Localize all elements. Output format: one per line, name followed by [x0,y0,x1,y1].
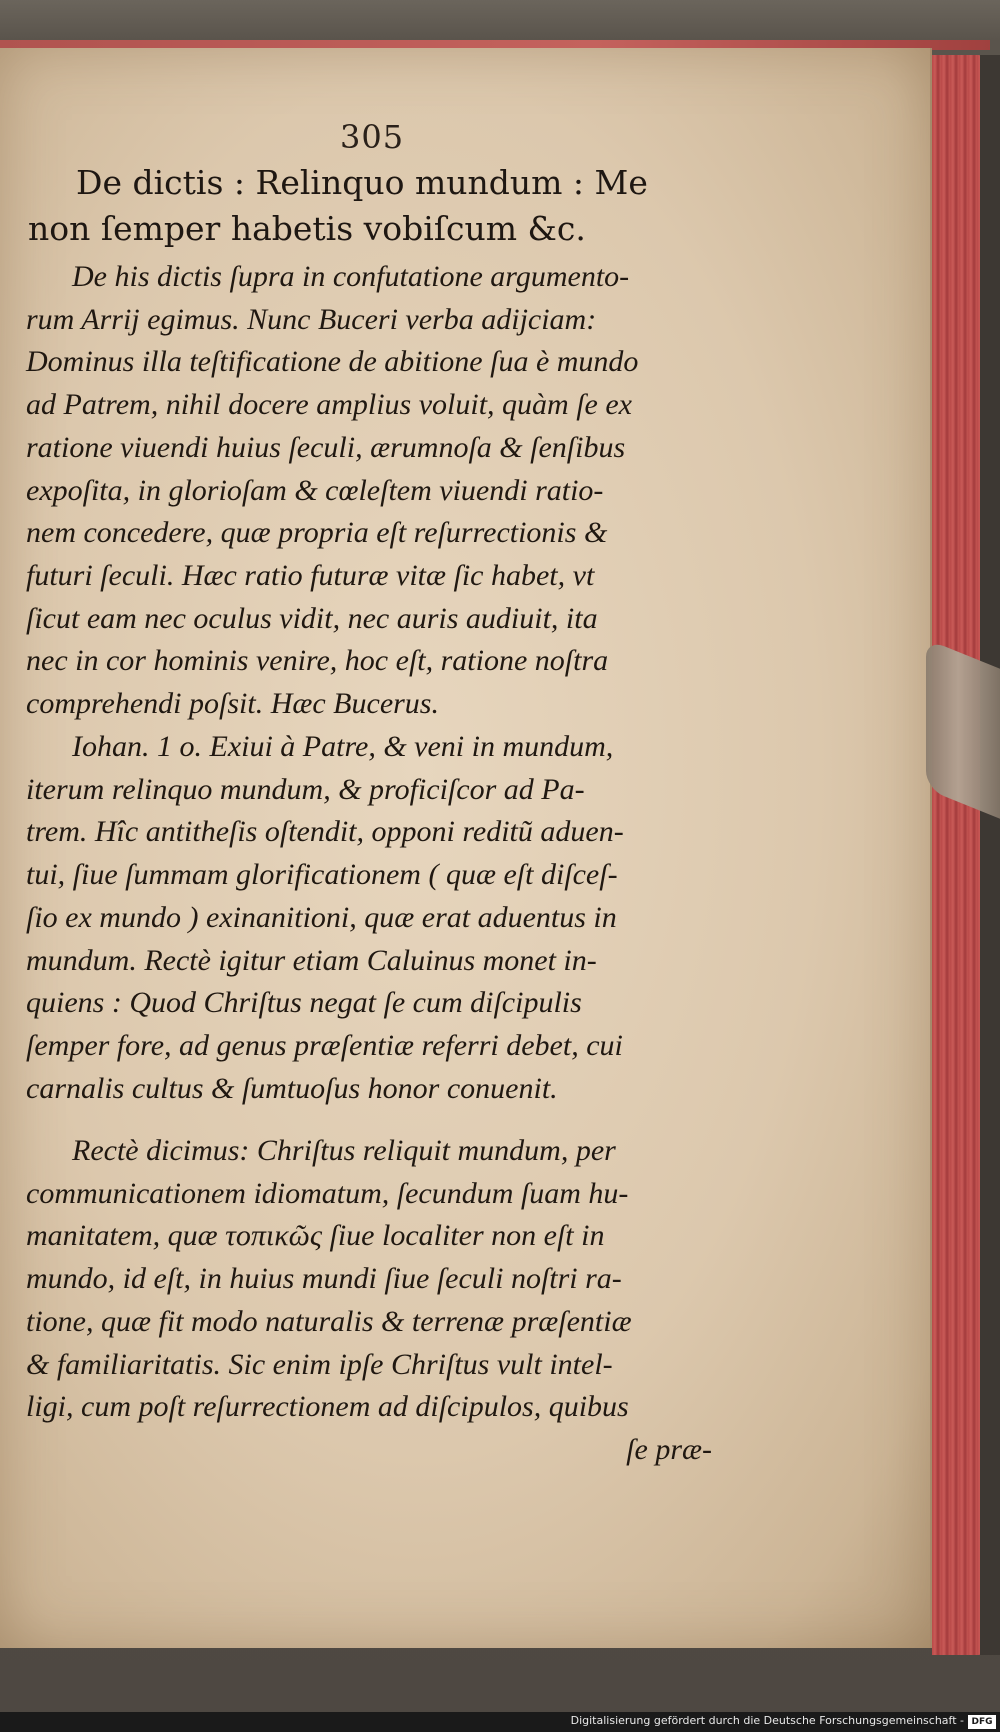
text-line: carnalis cultus & ſumtuoſus honor conuenit. [26,1071,558,1105]
heading-line: De dictis : Relinquo mundum : Me [76,163,648,202]
text-line: futuri ſeculi. Hæc ratio futuræ vitæ ſic habet, vt [26,558,595,592]
text-line: rum Arrij egimus. Nunc Buceri verba adijciam: [26,302,597,336]
red-page-edges [932,55,984,1655]
text-line: De his dictis ſupra in confutatione argumento- [72,260,630,293]
text-line: Rectè dicimus: Chriſtus reliquit mundum, per [72,1134,616,1167]
text-line: trem. Hîc antitheſis oſtendit, opponi reditũ aduen- [26,815,624,849]
digitization-footer [0,1712,1000,1732]
text-line: Iohan. 1 o. Exiui à Patre, & veni in mundum, [72,730,614,763]
text-line: nec in cor hominis venire, hoc eſt, ratione noſtra [26,644,609,678]
text-line: Dominus illa teſtificatione de abitione ſua è mundo [26,345,639,379]
dfg-logo: DFG [968,1715,996,1729]
footer-credit: Digitalisierung gefördert durch die Deutsche Forschungsgemeinschaft - [570,1714,964,1727]
text-line: manitatem, quæ τοπικῶς ſiue localiter non eſt in [26,1219,605,1253]
text-line: ad Patrem, nihil docere amplius voluit, quàm ſe ex [26,388,632,422]
text-line: ſicut eam nec oculus vidit, nec auris audiuit, ita [26,601,598,635]
text-line: ratione viuendi huius ſeculi, ærumnoſa & ſenſibus [26,430,626,464]
book-cover-edge [980,55,1000,1655]
text-line: comprehendi poſsit. Hæc Bucerus. [26,687,439,721]
catchword: ſe præ- [626,1432,712,1466]
paragraph-2 [26,726,726,1110]
text-line: tui, ſiue ſummam glorificationem ( quæ eſt diſceſ- [26,858,618,892]
paragraph-1 [26,256,726,726]
text-line: iterum relinquo mundum, & proficiſcor ad Pa- [26,772,585,806]
text-line: expoſita, in glorioſam & cœleſtem viuendi ratio- [26,473,604,507]
text-line: mundo, id eſt, in huius mundi ſiue ſeculi noſtri ra- [26,1262,622,1296]
text-line: communicationem idiomatum, ſecundum ſuam hu- [26,1176,629,1210]
text-line: ligi, cum poſt reſurrectionem ad diſcipulos, quibus [26,1390,629,1424]
text-line: ſio ex mundo ) exinanitioni, quæ erat aduentus in [26,900,617,934]
paragraph-3 [26,1130,726,1472]
text-line: ſemper fore, ad genus præſentiæ referri debet, cui [26,1028,623,1062]
section-heading [28,160,718,252]
text-line: & familiaritatis. Sic enim ipſe Chriſtus vult intel- [26,1347,613,1381]
text-line: mundum. Rectè igitur etiam Caluinus monet in- [26,943,597,977]
text-line: nem concedere, quæ propria eſt reſurrectionis & [26,516,608,550]
text-line: tione, quæ fit modo naturalis & terrenæ præſentiæ [26,1304,632,1338]
heading-line: non ſemper habetis vobiſcum &c. [28,209,586,248]
page-number: 305 [340,118,405,156]
text-line: quiens : Quod Chriſtus negat ſe cum diſcipulis [26,986,582,1020]
